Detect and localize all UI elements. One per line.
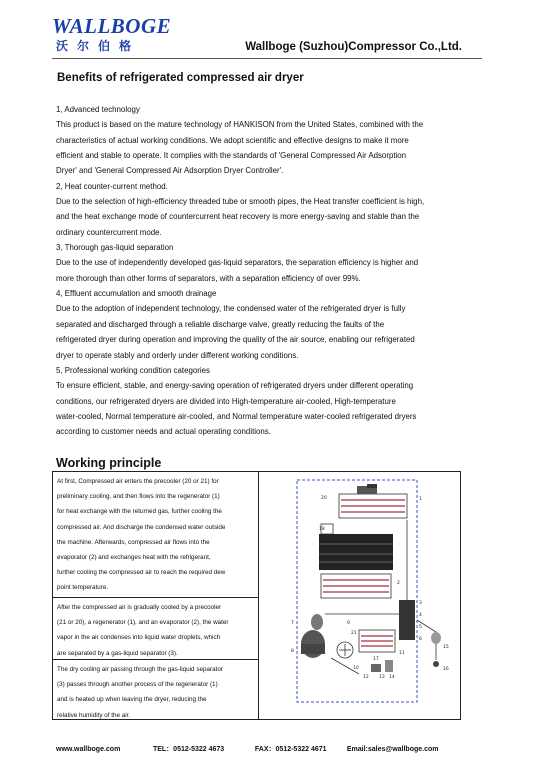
benefit-line: 5, Professional working condition categories (56, 365, 210, 375)
benefit-line: efficient and stable to operate. It complies with the standards of 'General Compressed Air Adsorption (56, 151, 407, 161)
benefit-line: 3, Thorough gas-liquid separation (56, 243, 174, 253)
label-8: 8 (291, 649, 294, 654)
label-11: 11 (399, 651, 405, 656)
label-12: 12 (363, 675, 369, 680)
benefit-line: more thorough than other forms of separators, with a separation efficiency of over 99%. (56, 273, 361, 283)
footer-telephone: TEL：0512-5322 4673 (152, 746, 225, 753)
step-line: (3) passes through another process of the regenerator (1) (57, 681, 218, 689)
step-line: evaporator (2) and exchanges heat with the refrigerant, (57, 554, 211, 562)
label-21: 21 (351, 631, 357, 636)
label-7: 7 (291, 621, 294, 626)
working-principle-table (52, 471, 461, 720)
label-6: 6 (419, 637, 422, 642)
benefit-line: Dryer' and 'General Compressed Air Adsorption Dryer Controller'. (56, 166, 284, 176)
label-3: 3 (419, 601, 422, 606)
benefit-line: and the heat exchange mode of countercurrent heat recovery is more energy-saving and stable than the (56, 212, 420, 222)
step-line: At first, Compressed air enters the precooler (20 or 21) for (57, 478, 219, 485)
principle-step-1 (53, 472, 258, 598)
footer-website[interactable]: www.wallboge.com (56, 746, 121, 753)
header-divider (52, 58, 482, 59)
step-line: are separated by a gas-liquid separator (3). (57, 649, 178, 657)
principle-text-column (53, 472, 259, 719)
benefit-line: separated and discharged through a reliable discharge valve, greatly reducing the faults of the (56, 319, 385, 329)
gas-liquid-separator (399, 520, 415, 640)
page-footer (56, 744, 439, 754)
regenerator-block (319, 524, 393, 570)
label-1: 1 (419, 497, 422, 502)
step-line: (21 or 20), a regenerator (1), and an evaporator (2), the water (57, 619, 229, 627)
logo-chinese-name: 沃尔伯格 (56, 39, 141, 53)
benefit-line: water-cooled, Normal temperature air-cooled, and Normal temperature water-cooled refrigerated dryers (56, 411, 417, 421)
label-10: 10 (353, 666, 359, 671)
benefits-body (56, 102, 476, 440)
company-name: Wallboge (Suzhou)Compressor Co.,Ltd. (245, 41, 462, 53)
dryer-schematic-diagram (261, 474, 457, 716)
benefit-line: 2, Heat counter-current method. (56, 181, 168, 191)
step-line: After the compressed air is gradually cooled by a precooler (57, 604, 222, 611)
step-line: vapor in the air condenses into liquid water droplets, which (57, 634, 221, 642)
step-line: compressed air. And discharge the condensed water outside (57, 523, 226, 531)
label-15: 15 (443, 645, 449, 650)
benefit-line: 4, Effluent accumulation and smooth drainage (56, 289, 217, 299)
principle-step-2 (53, 598, 258, 660)
label-14: 14 (389, 675, 395, 680)
evaporator-coil (321, 574, 391, 598)
label-18: 18 (319, 527, 325, 532)
benefit-line: refrigerated dryer during operation and improving the quality of the air source, enabling our refrigerated (56, 335, 415, 345)
benefit-line: ordinary countercurrent mode. (56, 227, 162, 237)
filter-component (385, 660, 393, 672)
step-line: The dry cooling air passing through the gas-liquid separator (57, 666, 223, 673)
label-4: 4 (419, 613, 422, 618)
benefit-line: Due to the adoption of independent technology, the condensed water of the refrigerated dryer is fully (56, 304, 406, 314)
condenser-coil (359, 630, 395, 652)
benefit-line: according to customer needs and actual operating conditions. (56, 427, 271, 437)
label-9: 9 (347, 621, 350, 626)
label-17: 17 (373, 657, 379, 662)
benefits-heading: Benefits of refrigerated compressed air dryer (57, 72, 304, 84)
benefit-line: This product is based on the mature technology of HANKISON from the United States, combined with the (56, 120, 424, 130)
step-line: for heat exchange with the returned gas, further cooling the (57, 508, 222, 516)
step-line: relative humidity of the air. (57, 711, 131, 719)
logo-wordmark: WALLBOGE (52, 14, 172, 38)
label-20: 20 (321, 496, 327, 501)
benefit-line: To ensure efficient, stable, and energy-saving operation of refrigerated dryers under different operating (56, 381, 414, 391)
drain-valve (431, 632, 441, 644)
step-line: preliminary cooling, and then flows into the regenerator (1) (57, 493, 220, 501)
refrigerant-compressor (301, 614, 325, 658)
label-2: 2 (397, 581, 400, 586)
footer-fax: FAX：0512-5322 4671 (254, 746, 327, 753)
step-line: and is heated up when leaving the dryer, reducing the (57, 696, 207, 704)
benefit-line: dryer to operate stably and orderly under different working conditions. (56, 350, 299, 360)
step-line: point temperature. (57, 584, 109, 592)
working-principle-heading: Working principle (56, 456, 162, 470)
step-line: the machine. Afterwards, compressed air flows into the (57, 538, 210, 546)
benefit-line: conditions, our refrigerated dryers are divided into High-temperature air-cooled, High-temperature (56, 396, 396, 406)
label-5: 5 (419, 625, 422, 630)
precooler-coil (339, 484, 407, 518)
label-13: 13 (379, 675, 385, 680)
benefit-line: Due to the use of independently developed gas-liquid separators, the separation efficiency is higher and (56, 258, 419, 268)
label-16: 16 (443, 667, 449, 672)
footer-email[interactable]: Email:sales@wallboge.com (346, 746, 439, 753)
principle-step-3 (53, 660, 258, 719)
benefit-line: characteristics of actual working conditions. We adopt scientific and effective designs to make it more (56, 135, 409, 145)
step-line: further cooling the compressed air to reach the required dew (57, 569, 226, 577)
benefit-line: 1, Advanced technology (56, 105, 140, 114)
benefit-line: Due to the selection of high-efficiency threaded tube or smooth pipes, the Heat transfer coefficient is high, (56, 197, 425, 207)
company-logo (52, 14, 172, 56)
valve-component (371, 664, 381, 672)
